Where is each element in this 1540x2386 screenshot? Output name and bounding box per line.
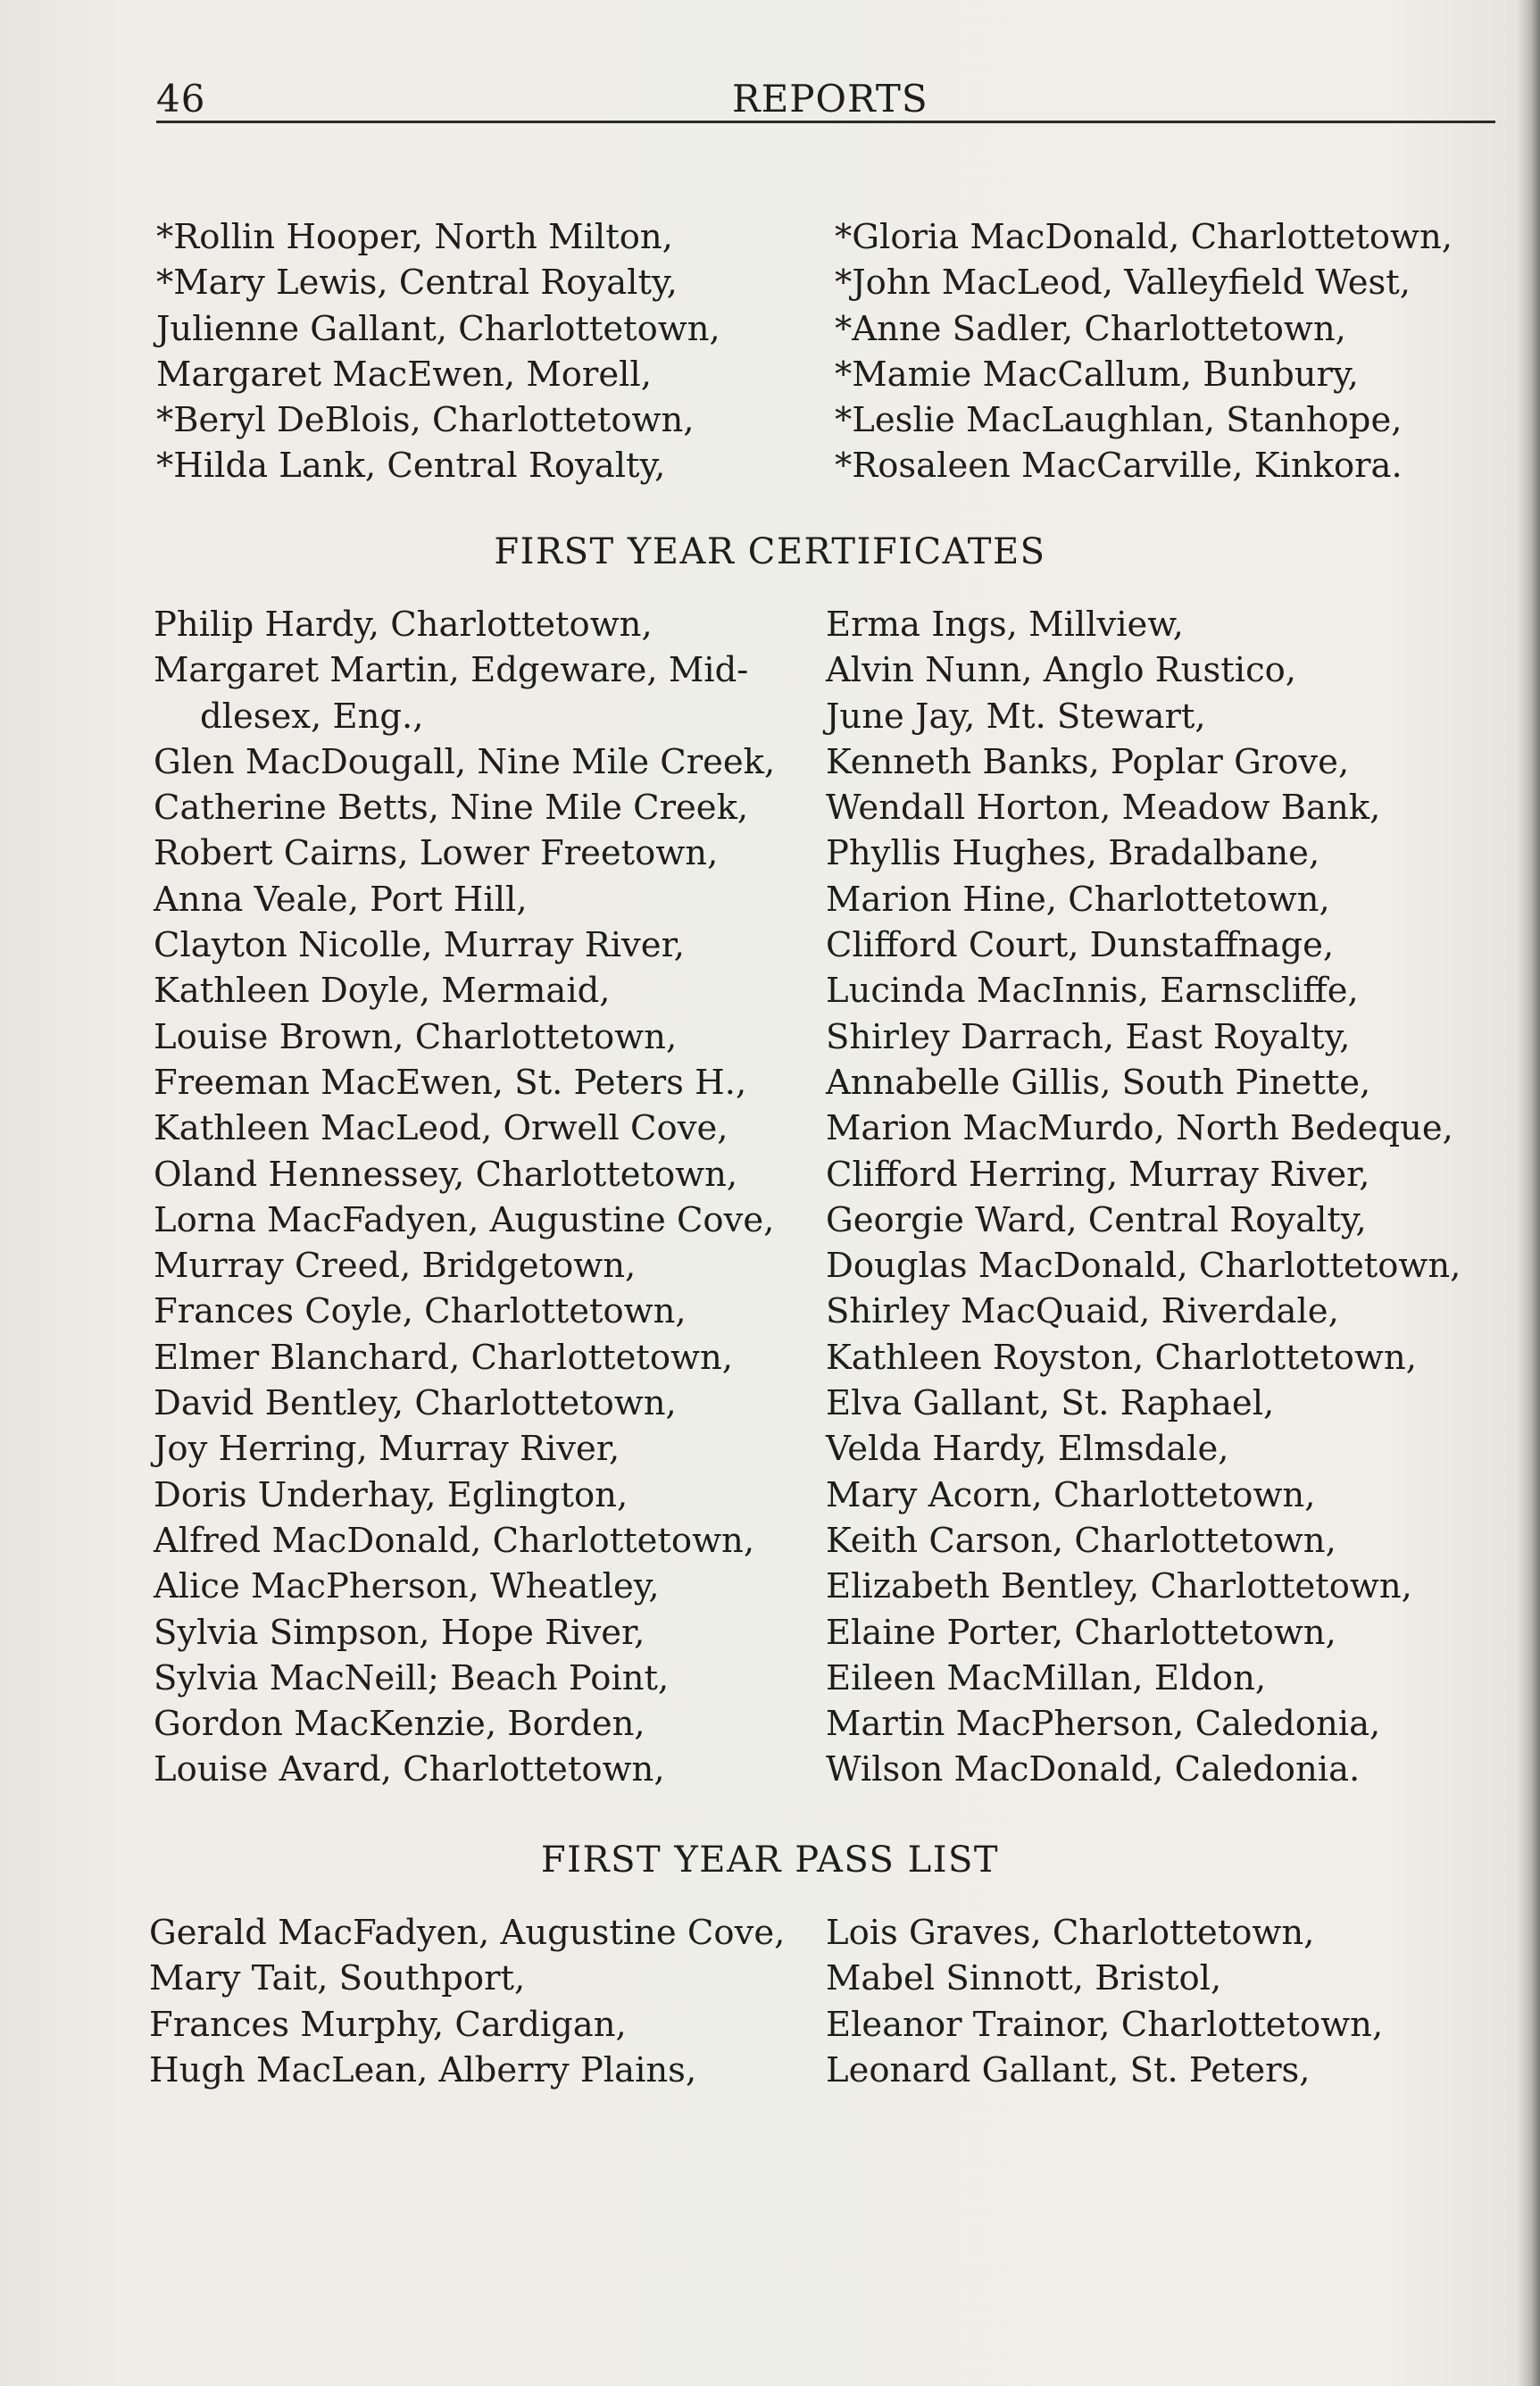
name-entry: Martin MacPherson, Caledonia,: [826, 1704, 1381, 1745]
pass-list-right-column: [826, 1910, 1383, 2093]
name-entry: Lucinda MacInnis, Earnscliffe,: [826, 971, 1359, 1012]
running-head: REPORTS: [732, 77, 928, 121]
name-entry: David Bentley, Charlottetown,: [154, 1383, 677, 1424]
name-entry: Shirley Darrach, East Royalty,: [826, 1016, 1351, 1057]
name-entry: Elaine Porter, Charlottetown,: [826, 1612, 1336, 1653]
name-entry: Elizabeth Bentley, Charlottetown,: [826, 1566, 1412, 1607]
name-entry: Gerald MacFadyen, Augustine Cove,: [149, 1913, 786, 1953]
name-entry: Annabelle Gillis, South Pinette,: [826, 1062, 1371, 1103]
name-entry: *Mary Lewis, Central Royalty,: [156, 263, 678, 304]
name-entry: Phyllis Hughes, Bradalbane,: [826, 833, 1320, 874]
name-entry: Kenneth Banks, Poplar Grove,: [826, 741, 1350, 782]
name-entry: *Gloria MacDonald, Charlottetown,: [835, 217, 1453, 257]
name-entry: June Jay, Mt. Stewart,: [826, 696, 1206, 737]
name-entry: Margaret MacEwen, Morell,: [156, 354, 652, 395]
name-entry: *Beryl DeBlois, Charlottetown,: [156, 400, 695, 441]
name-entry: Frances Murphy, Cardigan,: [149, 2004, 627, 2045]
pass-list-left-column: [149, 1910, 785, 2093]
name-entry: Anna Veale, Port Hill,: [154, 879, 528, 920]
name-entry: Joy Herring, Murray River,: [154, 1429, 620, 1470]
page-number: 46: [156, 77, 206, 121]
name-entry: Alice MacPherson, Wheatley,: [154, 1566, 660, 1607]
name-entry: *John MacLeod, Valleyfield West,: [835, 263, 1411, 304]
section-heading-first-year-certificates: FIRST YEAR CERTIFICATES: [494, 531, 1046, 572]
name-entry: Georgie Ward, Central Royalty,: [826, 1199, 1367, 1240]
name-entry: Alvin Nunn, Anglo Rustico,: [826, 650, 1297, 691]
name-entry: Kathleen MacLeod, Orwell Cove,: [154, 1108, 728, 1149]
name-entry: Sylvia Simpson, Hope River,: [154, 1612, 645, 1653]
name-entry: Margaret Martin, Edgeware, Mid-: [154, 650, 749, 691]
name-entry: Wilson MacDonald, Caledonia.: [826, 1749, 1361, 1790]
name-entry: Oland Hennessey, Charlottetown,: [154, 1154, 738, 1195]
name-entry: dlesex, Eng.,: [200, 696, 424, 737]
top-list-right-column: [835, 214, 1453, 489]
name-entry: Philip Hardy, Charlottetown,: [154, 605, 653, 645]
name-entry: Glen MacDougall, Nine Mile Creek,: [154, 741, 776, 782]
certificates-right-column: [826, 602, 1461, 1793]
certificates-left-column: [154, 602, 775, 1793]
name-entry: Shirley MacQuaid, Riverdale,: [826, 1291, 1339, 1332]
name-entry: *Anne Sadler, Charlottetown,: [835, 308, 1346, 349]
name-entry: Alfred MacDonald, Charlottetown,: [154, 1520, 755, 1561]
name-entry: Hugh MacLean, Alberry Plains,: [149, 2049, 697, 2090]
name-entry: *Hilda Lank, Central Royalty,: [156, 446, 666, 487]
name-entry: *Mamie MacCallum, Bunbury,: [835, 354, 1359, 395]
name-entry: Keith Carson, Charlottetown,: [826, 1520, 1336, 1561]
page-edge-shadow: [1517, 0, 1540, 2386]
name-entry: Sylvia MacNeill; Beach Point,: [154, 1657, 670, 1698]
name-entry: Murray Creed, Bridgetown,: [154, 1246, 637, 1287]
name-entry: *Rosaleen MacCarville, Kinkora.: [835, 446, 1403, 487]
name-entry: Doris Underhay, Eglington,: [154, 1474, 628, 1515]
name-entry: Erma Ings, Millview,: [826, 605, 1184, 645]
name-entry: Kathleen Royston, Charlottetown,: [826, 1337, 1417, 1378]
name-entry: Robert Cairns, Lower Freetown,: [154, 833, 719, 874]
name-entry: Elva Gallant, St. Raphael,: [826, 1383, 1275, 1424]
name-entry: Wendall Horton, Meadow Bank,: [826, 788, 1381, 829]
name-entry: Clifford Court, Dunstaffnage,: [826, 925, 1335, 966]
section-heading-first-year-pass-list: FIRST YEAR PASS LIST: [540, 1840, 1000, 1881]
name-entry: Marion Hine, Charlottetown,: [826, 879, 1330, 920]
name-entry: Mabel Sinnott, Bristol,: [826, 1958, 1222, 1999]
name-entry: *Rollin Hooper, North Milton,: [156, 217, 673, 257]
name-entry: Eleanor Trainor, Charlottetown,: [826, 2004, 1384, 2045]
name-entry: Mary Tait, Southport,: [149, 1958, 526, 1999]
page-header: [156, 70, 1495, 123]
name-entry: Freeman MacEwen, St. Peters H.,: [154, 1062, 747, 1103]
name-entry: Elmer Blanchard, Charlottetown,: [154, 1337, 734, 1378]
name-entry: Clayton Nicolle, Murray River,: [154, 925, 686, 966]
name-entry: Louise Avard, Charlottetown,: [154, 1749, 665, 1790]
name-entry: Velda Hardy, Elmsdale,: [826, 1429, 1229, 1470]
name-entry: Clifford Herring, Murray River,: [826, 1154, 1370, 1195]
name-entry: Leonard Gallant, St. Peters,: [826, 2049, 1311, 2090]
name-entry: Mary Acorn, Charlottetown,: [826, 1474, 1316, 1515]
name-entry: Catherine Betts, Nine Mile Creek,: [154, 788, 749, 829]
name-entry: Frances Coyle, Charlottetown,: [154, 1291, 687, 1332]
name-entry: Douglas MacDonald, Charlottetown,: [826, 1246, 1461, 1287]
header-rule: [156, 121, 1495, 123]
name-entry: Marion MacMurdo, North Bedeque,: [826, 1108, 1453, 1149]
name-entry: *Leslie MacLaughlan, Stanhope,: [835, 400, 1403, 441]
name-entry: Julienne Gallant, Charlottetown,: [156, 308, 720, 349]
top-list-left-column: [156, 214, 720, 489]
name-entry: Gordon MacKenzie, Borden,: [154, 1704, 645, 1745]
name-entry: Lois Graves, Charlottetown,: [826, 1913, 1315, 1953]
name-entry: Kathleen Doyle, Mermaid,: [154, 971, 611, 1012]
name-entry: Eileen MacMillan, Eldon,: [826, 1657, 1267, 1698]
name-entry: Louise Brown, Charlottetown,: [154, 1016, 678, 1057]
name-entry: Lorna MacFadyen, Augustine Cove,: [154, 1199, 775, 1240]
